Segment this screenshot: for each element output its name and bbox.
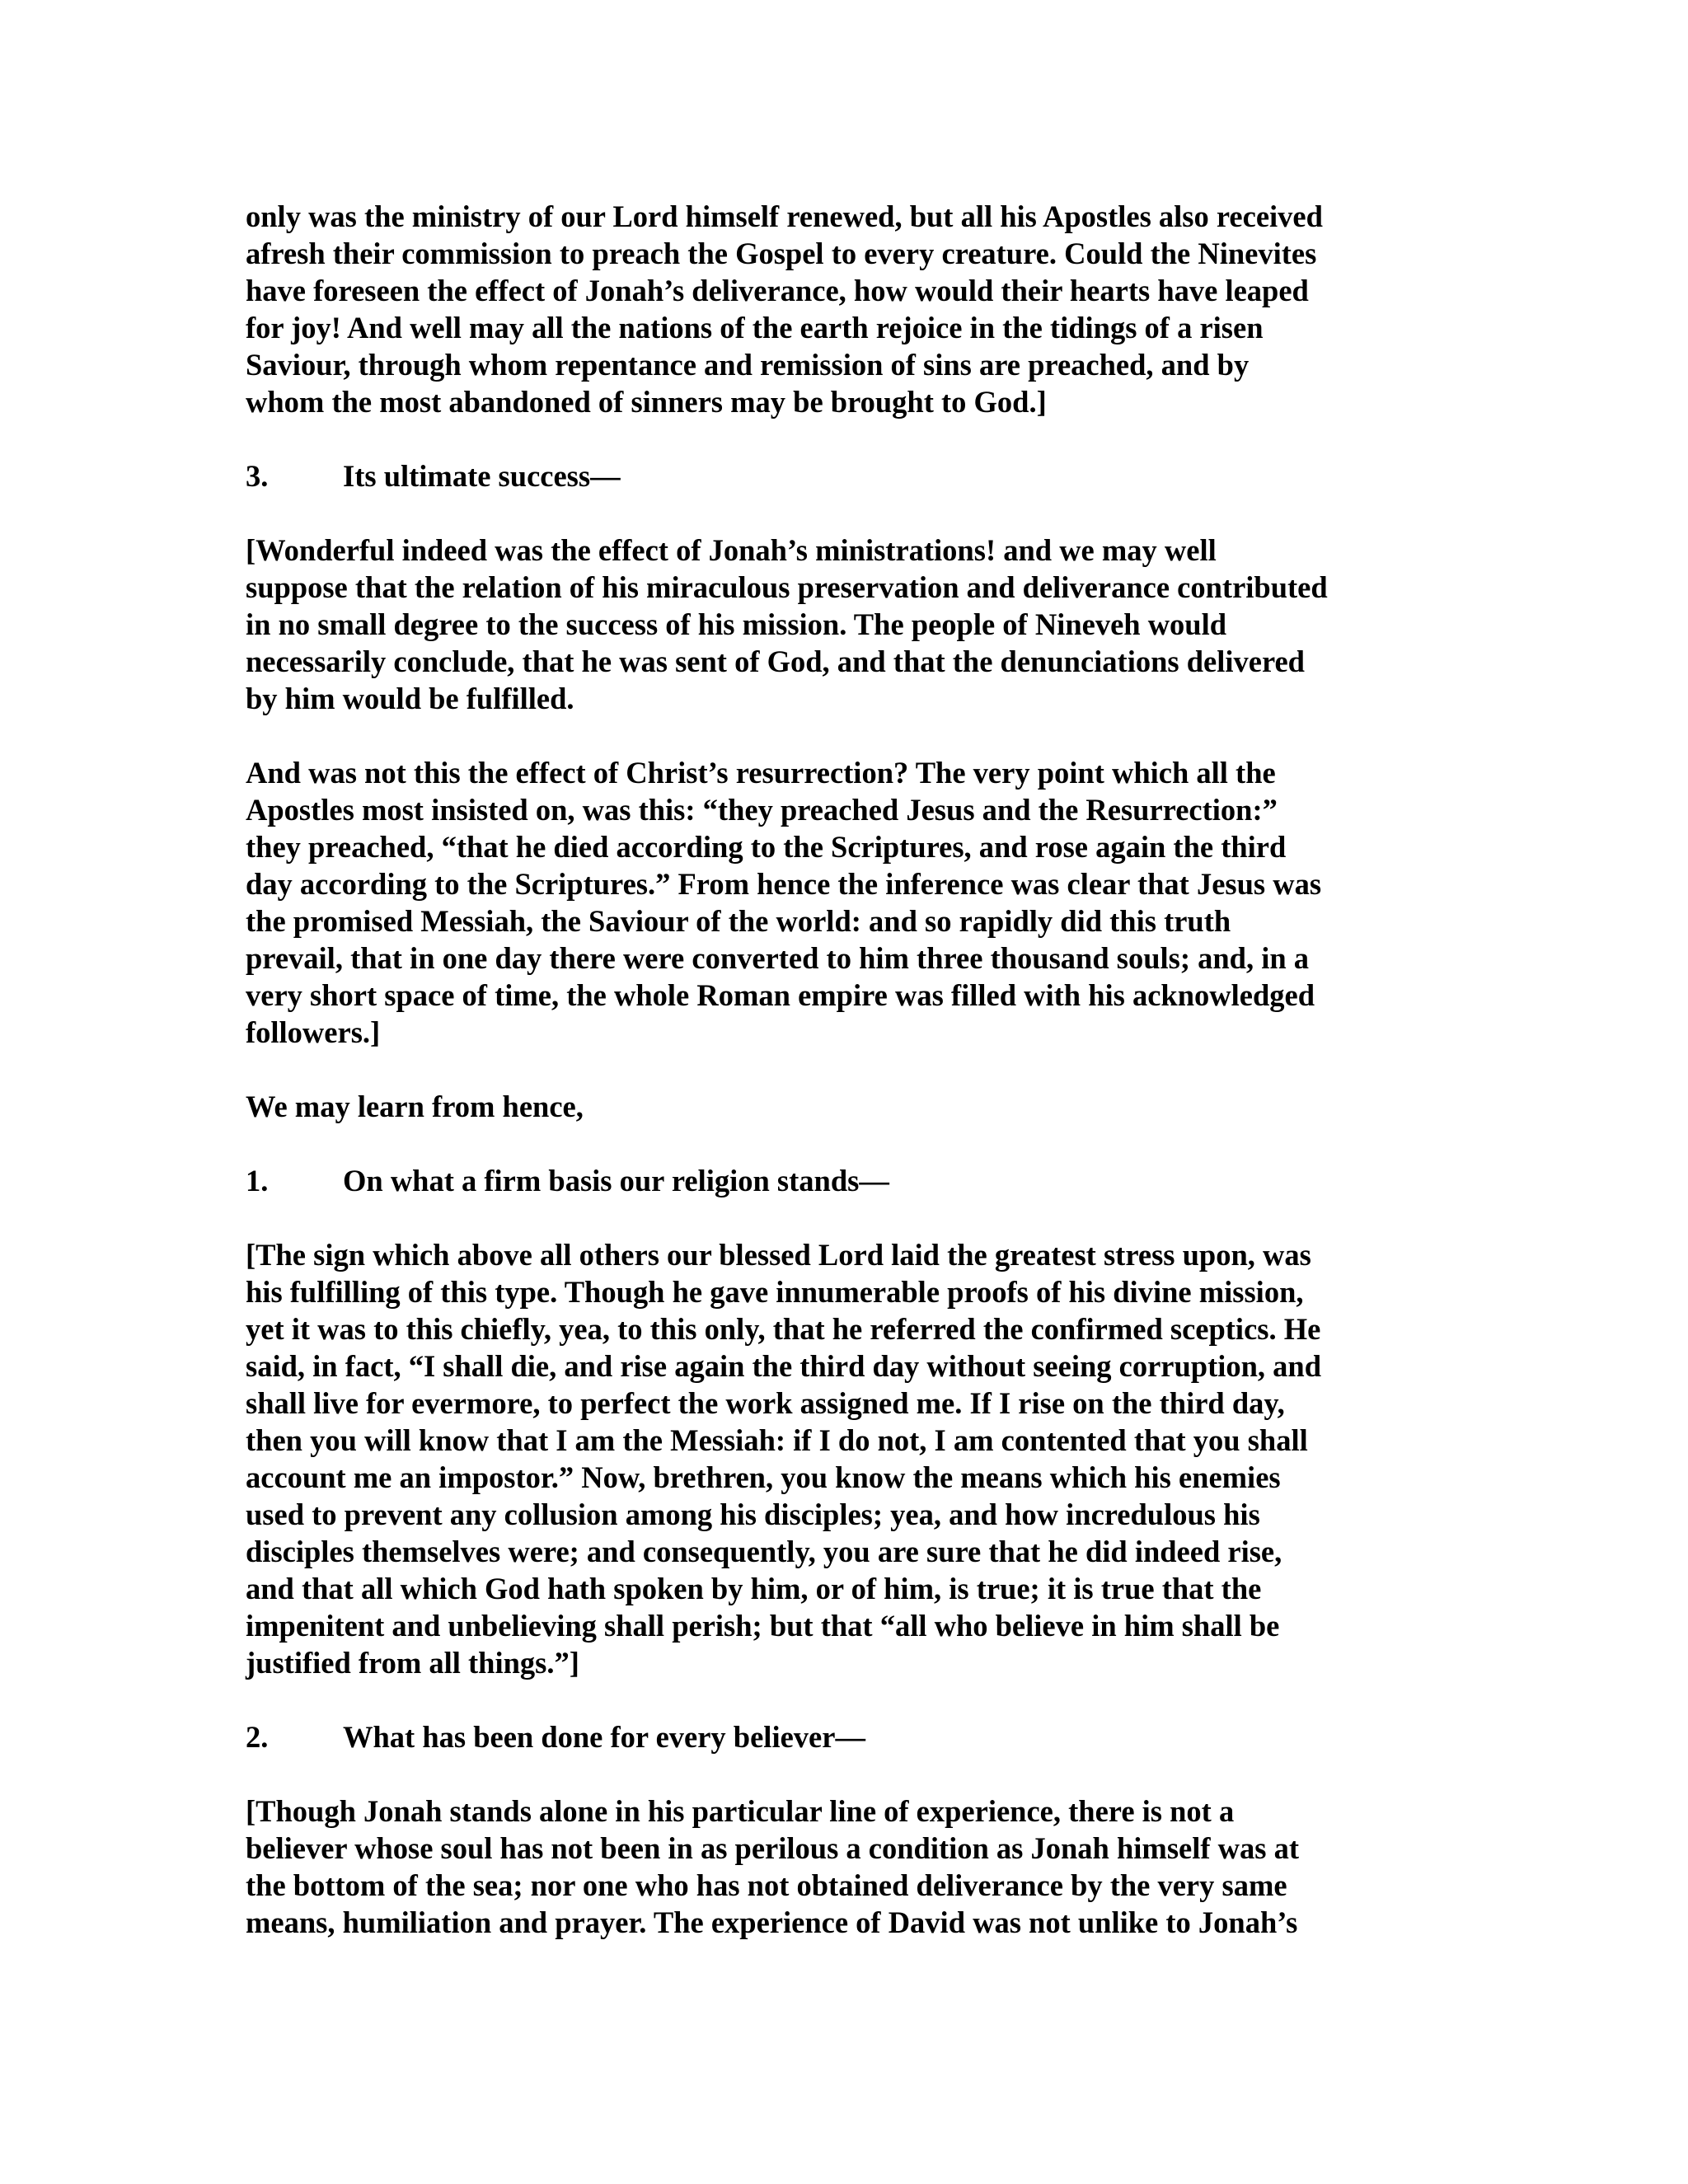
heading-firm-basis (246, 1162, 1449, 1199)
text-line: shall live for evermore, to perfect the work assigned me. If I rise on the third day, (246, 1386, 1285, 1420)
paragraph-we-may-learn (246, 1088, 1449, 1125)
text-line: afresh their commission to preach the Gospel to every creature. Could the Ninevites (246, 237, 1317, 270)
text-line: have foreseen the effect of Jonah’s deliverance, how would their hearts have leaped (246, 274, 1309, 307)
text-line: Saviour, through whom repentance and remission of sins are preached, and by (246, 348, 1250, 382)
text-line: means, humiliation and prayer. The experience of David was not unlike to Jonah’s (246, 1905, 1298, 1939)
text-line: [The sign which above all others our blessed Lord laid the greatest stress upon, was (246, 1238, 1311, 1272)
text-line: We may learn from hence, (246, 1090, 584, 1123)
text-line: the bottom of the sea; nor one who has not obtained deliverance by the very same (246, 1868, 1287, 1902)
text-line: disciples themselves were; and consequently, you are sure that he did indeed rise, (246, 1535, 1282, 1568)
text-line: [Though Jonah stands alone in his particular line of experience, there is not a (246, 1794, 1235, 1828)
text-line: whom the most abandoned of sinners may be brought to God.] (246, 385, 1047, 419)
text-line: by him would be fulfilled. (246, 682, 574, 715)
paragraph-christ-resurrection (246, 754, 1449, 1051)
heading-every-believer (246, 1718, 1449, 1755)
heading-number: 1. (246, 1164, 269, 1197)
text-line: day according to the Scriptures.” From hence the inference was clear that Jesus was (246, 867, 1322, 901)
text-line: then you will know that I am the Messiah: if I do not, I am contented that you shall (246, 1423, 1308, 1457)
text-line: yet it was to this chiefly, yea, to this only, that he referred the confirmed sceptics. He (246, 1312, 1321, 1346)
paragraph-sign-above-all (246, 1236, 1449, 1681)
text-line: they preached, “that he died according to the Scriptures, and rose again the third (246, 830, 1287, 864)
text-line: his fulfilling of this type. Though he gave innumerable proofs of his divine mission, (246, 1275, 1304, 1309)
text-line: in no small degree to the success of his mission. The people of Nineveh would (246, 607, 1227, 641)
heading-text: Its ultimate success— (343, 459, 621, 493)
paragraph-jonah-ministrations (246, 532, 1449, 717)
text-line: justified from all things.”] (246, 1646, 579, 1680)
heading-number: 3. (246, 459, 269, 493)
text-line: very short space of time, the whole Roman empire was filled with his acknowledged (246, 978, 1315, 1012)
text-line: used to prevent any collusion among his disciples; yea, and how incredulous his (246, 1497, 1260, 1531)
document-body (246, 198, 1449, 1978)
text-line: the promised Messiah, the Saviour of the world: and so rapidly did this truth (246, 904, 1231, 938)
text-line: And was not this the effect of Christ’s resurrection? The very point which all the (246, 756, 1276, 790)
text-line: [Wonderful indeed was the effect of Jonah’s ministrations! and we may well (246, 533, 1217, 567)
text-line: said, in fact, “I shall die, and rise again the third day without seeing corruption, and (246, 1349, 1322, 1383)
text-line: and that all which God hath spoken by him, or of him, is true; it is true that the (246, 1572, 1262, 1605)
heading-number: 2. (246, 1720, 269, 1754)
text-line: for joy! And well may all the nations of the earth rejoice in the tidings of a risen (246, 311, 1264, 344)
heading-ultimate-success (246, 457, 1449, 494)
paragraph-jonah-stands-alone (246, 1793, 1449, 1941)
text-line: suppose that the relation of his miraculous preservation and deliverance contributed (246, 570, 1328, 604)
paragraph-ministry-renewed (246, 198, 1449, 420)
text-line: impenitent and unbelieving shall perish; but that “all who believe in him shall be (246, 1609, 1280, 1643)
text-line: followers.] (246, 1015, 381, 1049)
heading-text: What has been done for every believer— (343, 1720, 865, 1754)
text-line: Apostles most insisted on, was this: “they preached Jesus and the Resurrection:” (246, 793, 1278, 827)
text-line: account me an impostor.” Now, brethren, you know the means which his enemies (246, 1460, 1281, 1494)
text-line: only was the ministry of our Lord himself renewed, but all his Apostles also received (246, 199, 1323, 233)
text-line: necessarily conclude, that he was sent of God, and that the denunciations delivered (246, 644, 1305, 678)
text-line: prevail, that in one day there were converted to him three thousand souls; and, in a (246, 941, 1310, 975)
heading-text: On what a firm basis our religion stands— (343, 1164, 889, 1197)
text-line: believer whose soul has not been in as perilous a condition as Jonah himself was at (246, 1831, 1299, 1865)
